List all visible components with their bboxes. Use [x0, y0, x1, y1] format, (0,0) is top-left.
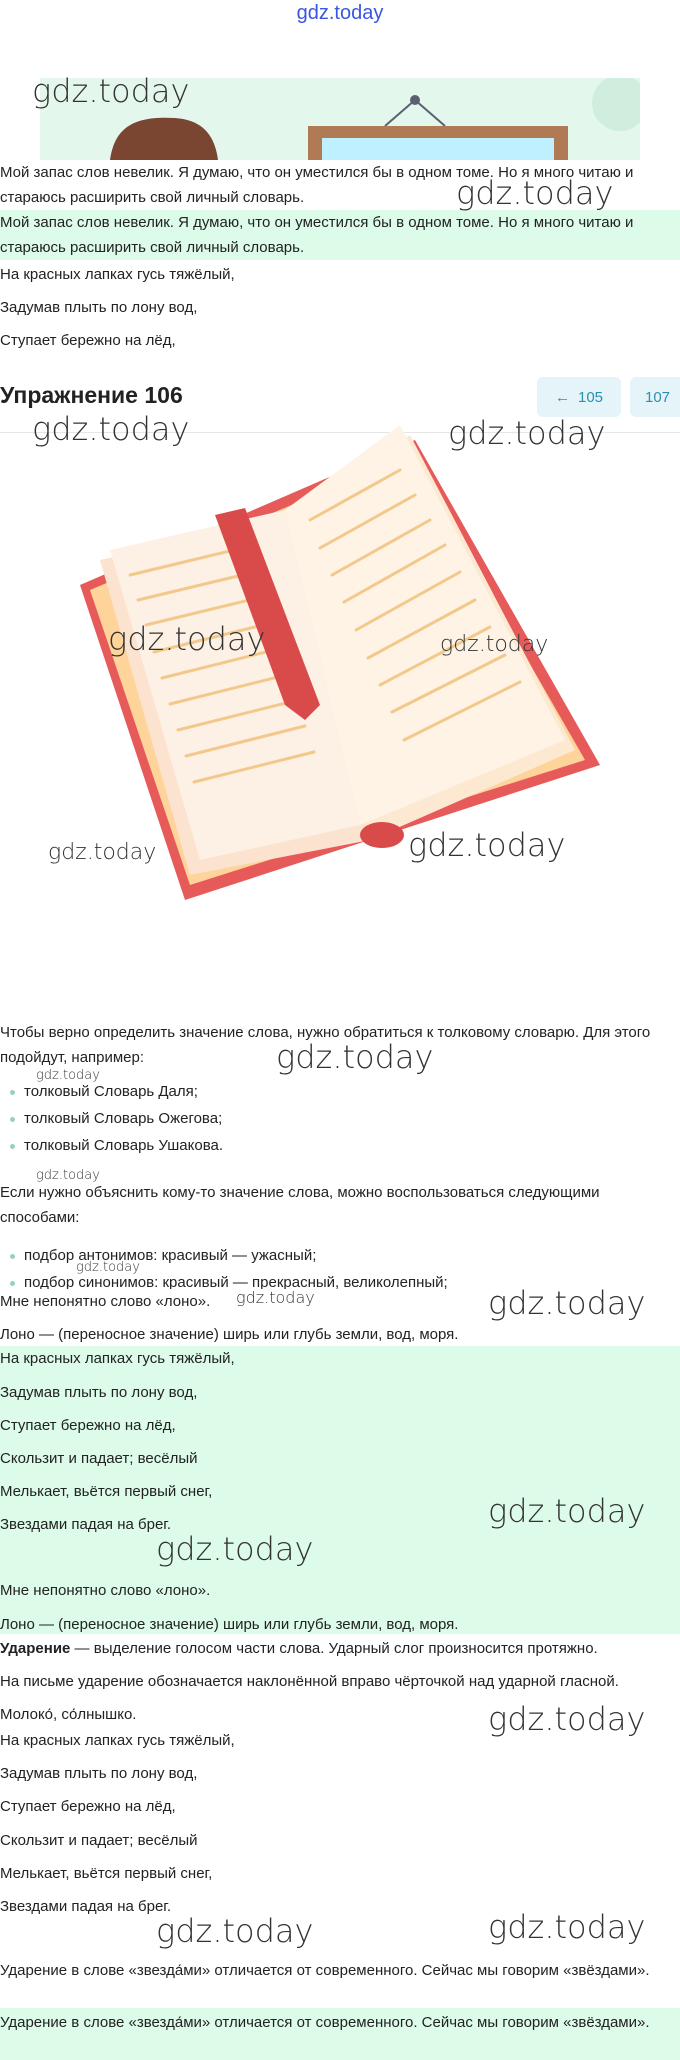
arrow-left-icon: ← [554, 388, 570, 406]
watermark: gdz.today [488, 1284, 646, 1322]
next-exercise-button[interactable] [630, 377, 680, 417]
watermark: gdz.today [408, 826, 566, 864]
next-exercise-label: 107 [645, 388, 671, 406]
dictionary-list [0, 1078, 223, 1159]
watermark: gdz.today [48, 840, 157, 865]
poem-line: Задумав плыть по лону вод, [0, 1765, 198, 1782]
list-item: толковый Словарь Даля; [0, 1078, 223, 1105]
watermark: gdz.today [488, 1700, 646, 1738]
watermark: gdz.today [108, 620, 266, 658]
poem-line: На красных лапках гусь тяжёлый, [0, 1732, 235, 1749]
watermark: gdz.today [156, 1530, 314, 1568]
poem-line: Скользит и падает; весёлый [0, 1832, 198, 1849]
poem-line: Задумав плыть по лону вод, [0, 299, 198, 316]
poem-line: Ступает бережно на лёд, [0, 332, 176, 349]
watermark: gdz.today [276, 1038, 434, 1076]
poem-line: Скользит и падает; весёлый [0, 1450, 198, 1467]
watermark: gdz.today [488, 1492, 646, 1530]
prev-exercise-label: 105 [577, 388, 604, 406]
poem-line: На красных лапках гусь тяжёлый, [0, 266, 235, 283]
watermark: gdz.today [36, 1068, 100, 1083]
definition: Лоно — (переносное значение) ширь или глубь земли, вод, моря. [0, 1326, 459, 1343]
definition-highlighted: Лоно — (переносное значение) ширь или глубь земли, вод, моря. [0, 1616, 459, 1633]
watermark: gdz.today [488, 1908, 646, 1946]
poem-line: Ступает бережно на лёд, [0, 1798, 176, 1815]
poem-line: Ступает бережно на лёд, [0, 1417, 176, 1434]
stress-examples: Молоко́, со́лнышко. [0, 1706, 137, 1723]
exercise-title: Упражнение 106 [0, 382, 183, 408]
poem-line: Задумав плыть по лону вод, [0, 1384, 198, 1401]
poem-line: Звездами падая на брег. [0, 1516, 172, 1533]
conclusion: Ударение в слове «звезда́ми» отличается от современного. Сейчас мы говорим «звёздами». [0, 1962, 650, 1979]
poem-line: Мелькает, вьётся первый снег, [0, 1865, 213, 1882]
poem-line: На красных лапках гусь тяжёлый, [0, 1350, 235, 1367]
methods-intro: Если нужно объяснить кому-то значение слова, можно воспользоваться следующими способами: [0, 1184, 600, 1226]
site-link[interactable]: gdz.today [296, 2, 384, 24]
poem-line: Звездами падая на брег. [0, 1898, 172, 1915]
prev-exercise-button[interactable] [537, 377, 621, 417]
methods-list [0, 1242, 448, 1289]
watermark: gdz.today [76, 1260, 140, 1275]
dictionary-intro: Чтобы верно определить значение слова, нужно обратиться к толковому словарю. Для этого подойдут, например: [0, 1024, 651, 1066]
watermark: gdz.today [448, 414, 606, 452]
unclear-word-highlighted: Мне непонятно слово «лоно». [0, 1582, 211, 1599]
watermark: gdz.today [440, 632, 549, 657]
stress-definition [0, 1636, 680, 1661]
watermark: gdz.today [156, 1912, 314, 1950]
stress-term: Ударение [0, 1640, 71, 1657]
watermark: gdz.today [456, 174, 614, 212]
list-item: толковый Словарь Ожегова; [0, 1105, 223, 1132]
conclusion-highlighted: Ударение в слове «звезда́ми» отличается от современного. Сейчас мы говорим «звёздами». [0, 2014, 650, 2031]
intro-paragraph: Мой запас слов невелик. Я думаю, что он уместился бы в одном томе. Но я много читаю и стараюсь расширить свой личный словарь. [0, 164, 634, 206]
watermark: gdz.today [36, 1168, 100, 1183]
list-item: подбор синонимов: красивый — прекрасный, великолепный; [0, 1269, 448, 1289]
poem-line: Мелькает, вьётся первый снег, [0, 1483, 213, 1500]
list-item: толковый Словарь Ушакова. [0, 1132, 223, 1159]
watermark: gdz.today [32, 72, 190, 110]
intro-paragraph-highlighted: Мой запас слов невелик. Я думаю, что он уместился бы в одном томе. Но я много читаю и стараюсь расширить свой личный словарь. [0, 214, 634, 256]
stress-writing: На письме ударение обозначается наклонённой вправо чёрточкой над ударной гласной. [0, 1673, 619, 1690]
list-item: подбор антонимов: красивый — ужасный; [0, 1242, 448, 1269]
unclear-word: Мне непонятно слово «лоно». [0, 1293, 211, 1310]
watermark: gdz.today [236, 1288, 315, 1307]
watermark: gdz.today [32, 410, 190, 448]
stress-definition-text: — выделение голосом части слова. Ударный слог произносится протяжно. [70, 1640, 598, 1657]
